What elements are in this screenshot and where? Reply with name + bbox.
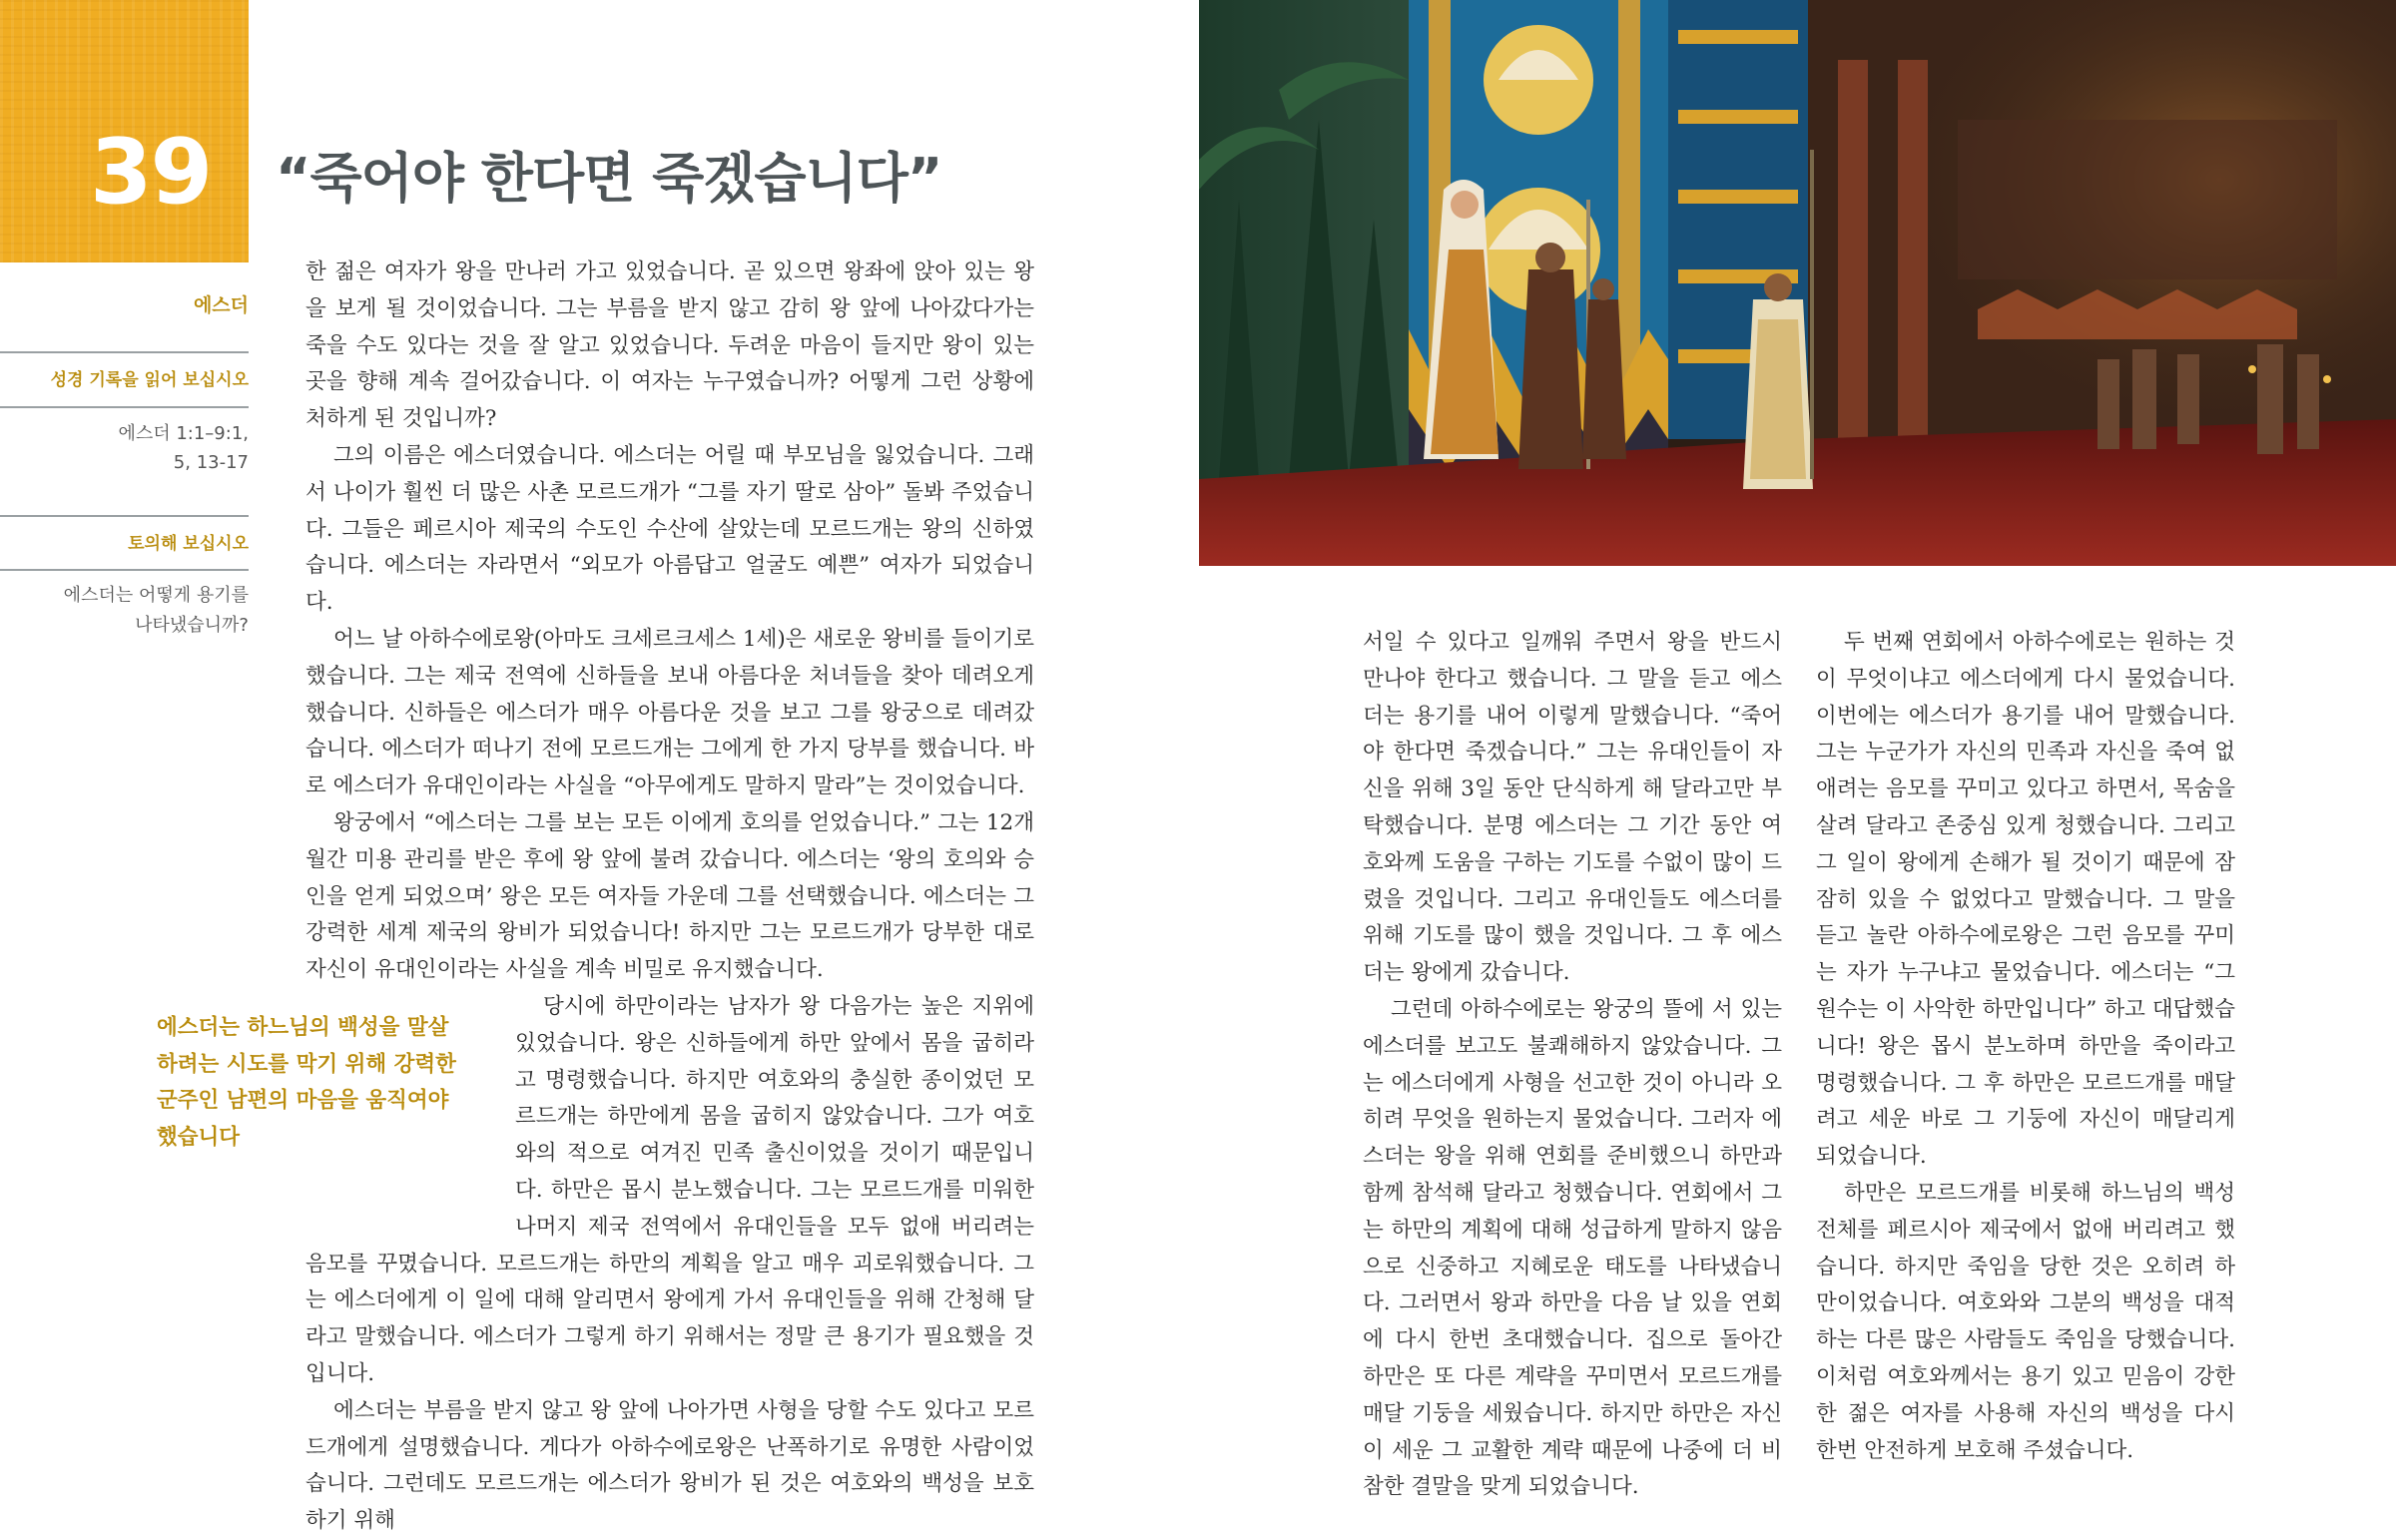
paragraph: 두 번째 연회에서 아하수에로는 원하는 것이 무엇이냐고 에스더에게 다시 물었습니다. 이번에는 에스더가 용기를 내어 말했습니다. 그는 누군가가 자신의 민족과 자신을 죽여 없애려는 음모를 꾸미고 있다고 하면서, 목숨을 살려 달라고 존중심 있게 청했습니다. 그리고 그 일이 왕에게 손해가 될 것이기 때문에 잠잠히 있을 수 없었다고 말했습니다. 그 말을 듣고 놀란 아하수에로왕은 그런 음모를 꾸미는 자가 누구냐고 물었습니다. 에스더는 “그 원수는 이 사악한 하만입니다” 하고 대답했습니다! 왕은 몹시 분노하며 하만을 죽이라고 명령했습니다. 그 후 하만은 모르드개를 매달려고 세운 바로 그 기둥에 자신이 매달리게 되었습니다. [1816,630,2235,1170]
paragraph: 한 젊은 여자가 왕을 만나러 가고 있었습니다. 곧 있으면 왕좌에 앉아 있는 왕을 보게 될 것이었습니다. 그는 부름을 받지 않고 감히 왕 앞에 나아갔다가는 죽을 수도 있다는 것을 잘 알고 있었습니다. 두려운 마음이 들지만 왕이 있는 곳을 향해 계속 걸어갔습니다. 이 여자는 누구였습니까? 어떻게 그런 상황에 처하게 된 것입니까? [305,259,1034,432]
sidebar-discuss-label: 토의해 보십시오 [128,534,249,554]
chapter-number-badge [0,0,249,262]
sidebar-divider [0,569,249,571]
body-column-2 [1363,625,1782,1506]
chapter-title: “죽어야 한다면 죽겠습니다” [276,147,942,210]
pull-quote: 에스더는 하느님의 백성을 말살하려는 시도를 막기 위해 강력한 군주인 남편의 마음을 움직여야 했습니다 [157,1015,456,1150]
paragraph: 에스더는 부름을 받지 않고 왕 앞에 나아가면 사형을 당할 수도 있다고 모르드개에게 설명했습니다. 게다가 아하수에로왕은 난폭하기로 유명한 사람이었습니다. 그런데도 모르드개는 에스더가 왕비가 된 것은 여호와의 백성을 보호하기 위해 [305,1397,1034,1534]
illustration-esther-palace [1199,0,2396,566]
body-column-1 [305,255,1034,1540]
paragraph: 하만은 모르드개를 비롯해 하느님의 백성 전체를 페르시아 제국에서 없애 버리려고 했습니다. 하지만 죽임을 당한 것은 오히려 하만이었습니다. 여호와와 그분의 백성을 대적하는 다른 많은 사람들도 죽임을 당했습니다. 이처럼 여호와께서는 용기 있고 믿음이 강한 한 젊은 여자를 사용해 자신의 백성을 다시 한번 안전하게 보호해 주셨습니다. [1816,1180,2235,1463]
paragraph: 그의 이름은 에스더였습니다. 에스더는 어릴 때 부모님을 잃었습니다. 그래서 나이가 훨씬 더 많은 사촌 모르드개가 “그를 자기 딸로 삼아” 돌봐 주었습니다. 그들은 페르시아 제국의 수도인 수산에 살았는데 모르드개는 왕의 신하였습니다. 에스더는 자라면서 “외모가 아름답고 얼굴도 예쁜” 여자가 되었습니다. [305,442,1034,616]
sidebar-divider [0,406,249,408]
sidebar-discussion-question: 에스더는 어떻게 용기를 나타냈습니까? [63,585,249,636]
sidebar-read-label: 성경 기록을 읽어 보십시오 [50,370,249,390]
paragraph: 왕궁에서 “에스더는 그를 보는 모든 이에게 호의를 얻었습니다.” 그는 12개월간 미용 관리를 받은 후에 왕 앞에 불려 갔습니다. 에스더는 ‘왕의 호의와 승인을 얻게 되었으며’ 왕은 모든 여자들 가운데 그를 선택했습니다. 에스더는 그 강력한 세계 제국의 왕비가 되었습니다! 하지만 그는 모르드개가 당부한 대로 자신이 유대인이라는 사실을 계속 비밀로 유지했습니다. [305,809,1034,983]
sidebar-divider [0,351,249,353]
body-column-3 [1816,625,2235,1469]
paragraph: 어느 날 아하수에로왕(아마도 크세르크세스 1세)은 새로운 왕비를 들이기로 했습니다. 그는 제국 전역에 신하들을 보내 아름다운 처녀들을 찾아 데려오게 했습니다. 신하들은 에스더가 매우 아름다운 것을 보고 그를 왕궁으로 데려갔습니다. 에스더가 떠나기 전에 모르드개는 그에게 한 가지 당부를 했습니다. 바로 에스더가 유대인이라는 사실을 “아무에게도 말하지 말라”는 것이었습니다. [305,626,1034,799]
paragraph: 당시에 하만이라는 남자가 왕 다음가는 높은 지위에 있었습니다. 왕은 신하들에게 하만 앞에서 몸을 굽히라고 명령했습니다. 하지만 여호와의 충실한 종이었던 모르드개는 하만에게 몸을 굽히지 않았습니다. 그가 여호와의 적으로 여겨진 민족 출신이었을 것이기 때문입니다. 하만은 몹시 분노했습니다. 그는 모르드개를 미워한 나머지 제국 전역에서 유대인들을 모두 없애 버리려는 음모를 꾸몄습니다. 모르드개는 하만의 계획을 알고 매우 괴로워했습니다. 그는 에스더에게 이 일에 대해 알리면서 왕에게 가서 유대인들을 위해 간청해 달라고 말했습니다. 에스더가 그렇게 하기 위해서는 정말 큰 용기가 필요했을 것입니다. [305,993,1034,1386]
sidebar-scripture-reference: 에스더 1:1–9:1, 5, 13-17 [118,423,249,473]
chapter-number: 39 [90,120,212,225]
paragraph: 서일 수 있다고 일깨워 주면서 왕을 반드시 만나야 한다고 했습니다. 그 말을 듣고 에스더는 용기를 내어 이렇게 말했습니다. “죽어야 한다면 죽겠습니다.” 그는 유대인들이 자신을 위해 3일 동안 단식하게 해 달라고만 부탁했습니다. 분명 에스더는 그 기간 동안 여호와께 도움을 구하는 기도를 수없이 많이 드렸을 것입니다. 그리고 유대인들도 에스더를 위해 기도를 많이 했을 것입니다. 그 후 에스더는 왕에게 갔습니다. [1363,630,1782,986]
paragraph: 그런데 아하수에로는 왕궁의 뜰에 서 있는 에스더를 보고도 불쾌해하지 않았습니다. 그는 에스더에게 사형을 선고한 것이 아니라 오히려 무엇을 원하는지 물었습니다. 그러자 에스더는 왕을 위해 연회를 준비했으니 하만과 함께 참석해 달라고 청했습니다. 연회에서 그는 하만의 계획에 대해 성급하게 말하지 않음으로 신중하고 지혜로운 태도를 나타냈습니다. 그러면서 왕과 하만을 다음 날 있을 연회에 다시 한번 초대했습니다. 집으로 돌아간 하만은 또 다른 계략을 꾸미면서 모르드개를 매달 기둥을 세웠습니다. 하지만 하만은 자신이 세운 그 교활한 계략 때문에 나중에 더 비참한 결말을 맞게 되었습니다. [1363,996,1782,1500]
sidebar-divider [0,515,249,517]
sidebar-book-name: 에스더 [193,294,249,316]
